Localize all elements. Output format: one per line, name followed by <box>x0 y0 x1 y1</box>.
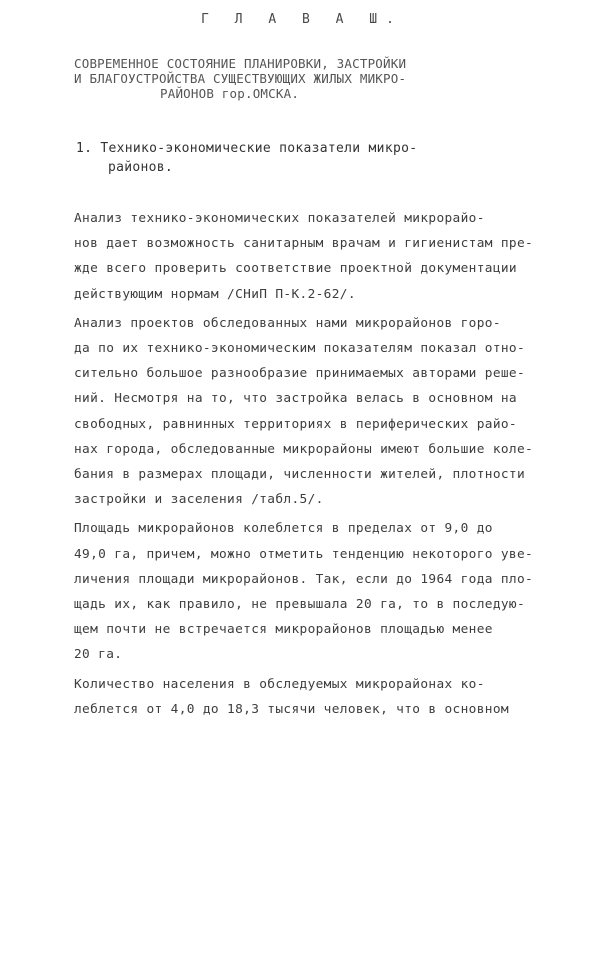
paragraph-line: леблется от 4,0 до 18,3 тысячи человек, что в основном <box>74 701 509 717</box>
paragraph-line: Площадь микрорайонов колеблется в пределах от 9,0 до <box>74 521 493 537</box>
paragraph-line: свободных, равнинных территориях в периферических райо- <box>74 416 517 432</box>
paragraph-line: щадь их, как правило, не превышала 20 га, то в последую- <box>74 597 526 613</box>
body-text <box>74 206 564 726</box>
paragraph-line: 20 га. <box>74 647 123 663</box>
paragraph-line: сительно большое разнообразие принимаемых авторами реше- <box>74 366 526 382</box>
paragraph-line: Количество населения в обследуемых микрорайонах ко- <box>74 676 485 692</box>
chapter-title-line: РАЙОНОВ гор.ОМСКА. <box>160 86 300 101</box>
paragraph-line: личения площади микрорайонов. Так, если до 1964 года пло- <box>74 571 534 587</box>
paragraph <box>74 311 564 513</box>
paragraph-line: жде всего проверить соответствие проектной документации <box>74 261 517 277</box>
paragraph <box>74 516 564 667</box>
section-title-line: 1. Технико-экономические показатели микро- <box>76 141 418 156</box>
paragraph-line: Анализ технико-экономических показателей микрорайо- <box>74 211 485 226</box>
paragraph <box>74 672 564 722</box>
paragraph-line: нах города, обследованные микрорайоны имеют большие коле- <box>74 441 534 457</box>
paragraph-line: бания в размерах площади, численности жителей, плотности <box>74 467 526 483</box>
paragraph-line: ний. Несмотря на то, что застройка велась в основном на <box>74 391 517 407</box>
section-title <box>76 139 546 177</box>
section-title-line: районов. <box>108 160 174 175</box>
chapter-title-line: И БЛАГОУСТРОЙСТВА СУЩЕСТВУЮЩИХ ЖИЛЫХ МИКРО- <box>74 71 407 86</box>
paragraph-line: Анализ проектов обследованных нами микрорайонов горо- <box>74 315 501 331</box>
chapter-heading: Г Л А В А Ш. <box>201 12 403 27</box>
paragraph-line: нов дает возможность санитарным врачам и гигиенистам пре- <box>74 236 534 252</box>
paragraph <box>74 206 564 307</box>
chapter-title-line: СОВРЕМЕННОЕ СОСТОЯНИЕ ПЛАНИРОВКИ, ЗАСТРОЙКИ <box>74 56 407 71</box>
paragraph-line: застройки и заселения /табл.5/. <box>74 492 324 508</box>
chapter-title <box>74 56 544 101</box>
paragraph-line: 49,0 га, причем, можно отметить тенденцию некоторого уве- <box>74 546 534 562</box>
paragraph-line: действующим нормам /СНиП П-К.2-62/. <box>74 286 356 302</box>
paragraph-line: да по их технико-экономическим показателям показал отно- <box>74 341 526 357</box>
paragraph-line: щем почти не встречается микрорайонов площадью менее <box>74 622 493 638</box>
